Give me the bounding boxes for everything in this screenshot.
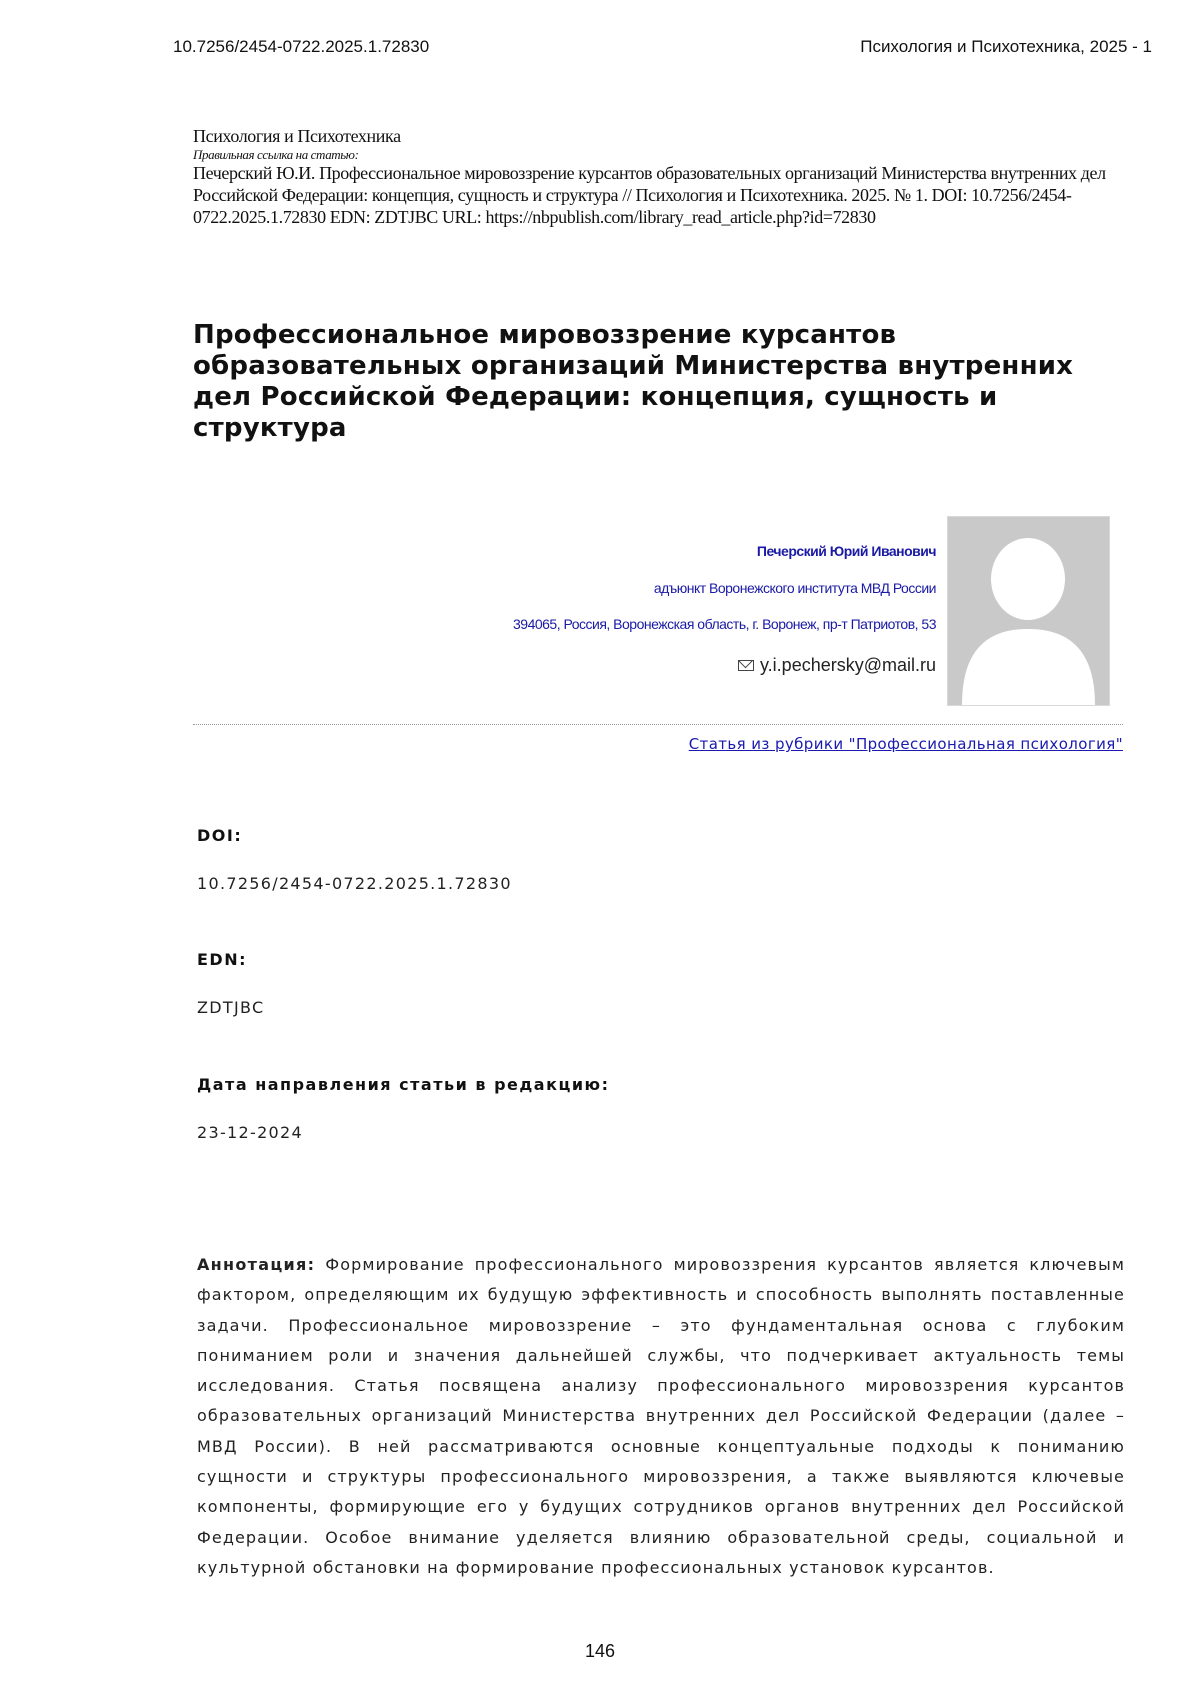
edn-label: EDN: (197, 950, 247, 969)
author-position: адъюнкт Воронежского института МВД России (654, 580, 936, 596)
author-email[interactable]: y.i.pechersky@mail.ru (760, 655, 936, 675)
citation-journal: Психология и Психотехника (193, 125, 1138, 147)
abstract (197, 1250, 1125, 1583)
author-name[interactable]: Печерский Юрий Иванович (757, 543, 936, 559)
article-title: Профессиональное мировоззрение курсантов образовательных организаций Министерства внутренних дел Российской Федерации: концепция, сущность и структура (193, 320, 1113, 444)
running-header-journal: Психология и Психотехника, 2025 - 1 (860, 37, 1152, 57)
separator (193, 724, 1123, 725)
edn-value: ZDTJBC (197, 998, 264, 1017)
citation-text: Печерский Ю.И. Профессиональное мировоззрение курсантов образовательных организаций Министерства внутренних дел Российской Федерации: концепция, сущность и структура // Психология и Психотехника. 2025. № 1. DOI: 10.7256/2454-0722.2025.1.72830 EDN: ZDTJBC URL: https://nbpublish.com/library_read_article.php?id=72830 (193, 162, 1138, 228)
envelope-icon (738, 660, 754, 671)
submission-date-label: Дата направления статьи в редакцию: (197, 1075, 609, 1094)
author-address: 394065, Россия, Воронежская область, г. Воронеж, пр-т Патриотов, 53 (513, 616, 936, 632)
running-header-doi: 10.7256/2454-0722.2025.1.72830 (173, 37, 429, 57)
doi-value: 10.7256/2454-0722.2025.1.72830 (197, 874, 512, 893)
page-number: 146 (0, 1641, 1200, 1662)
author-email-row[interactable] (738, 655, 936, 676)
author-photo-placeholder (947, 516, 1110, 706)
abstract-label: Аннотация: (197, 1255, 315, 1274)
avatar-silhouette-icon (948, 517, 1109, 705)
citation-block (193, 125, 1138, 228)
rubric-link[interactable]: Статья из рубрики "Профессиональная психология" (689, 735, 1123, 753)
abstract-text: Формирование профессионального мировоззрения курсантов является ключевым фактором, определяющим их будущую эффективность и способность выполнять поставленные задачи. Профессиональное мировоззрение – это фундаментальная основа с глубоким пониманием роли и значения дальнейшей службы, что подчеркивает актуальность темы исследования. Статья посвящена анализу профессионального мировоззрения курсантов образовательных организаций Министерства внутренних дел Российской Федерации (далее – МВД России). В ней рассматриваются основные концептуальные подходы к пониманию сущности и структуры профессионального мировоззрения, а также выявляются ключевые компоненты, формирующие его у будущих сотрудников органов внутренних дел Российской Федерации. Особое внимание уделяется влиянию образовательной среды, социальной и культурной обстановки на формирование профессиональных установок курсантов. (197, 1255, 1125, 1577)
doi-label: DOI: (197, 826, 242, 845)
citation-label: Правильная ссылка на статью: (193, 147, 1138, 162)
submission-date-value: 23-12-2024 (197, 1123, 303, 1142)
